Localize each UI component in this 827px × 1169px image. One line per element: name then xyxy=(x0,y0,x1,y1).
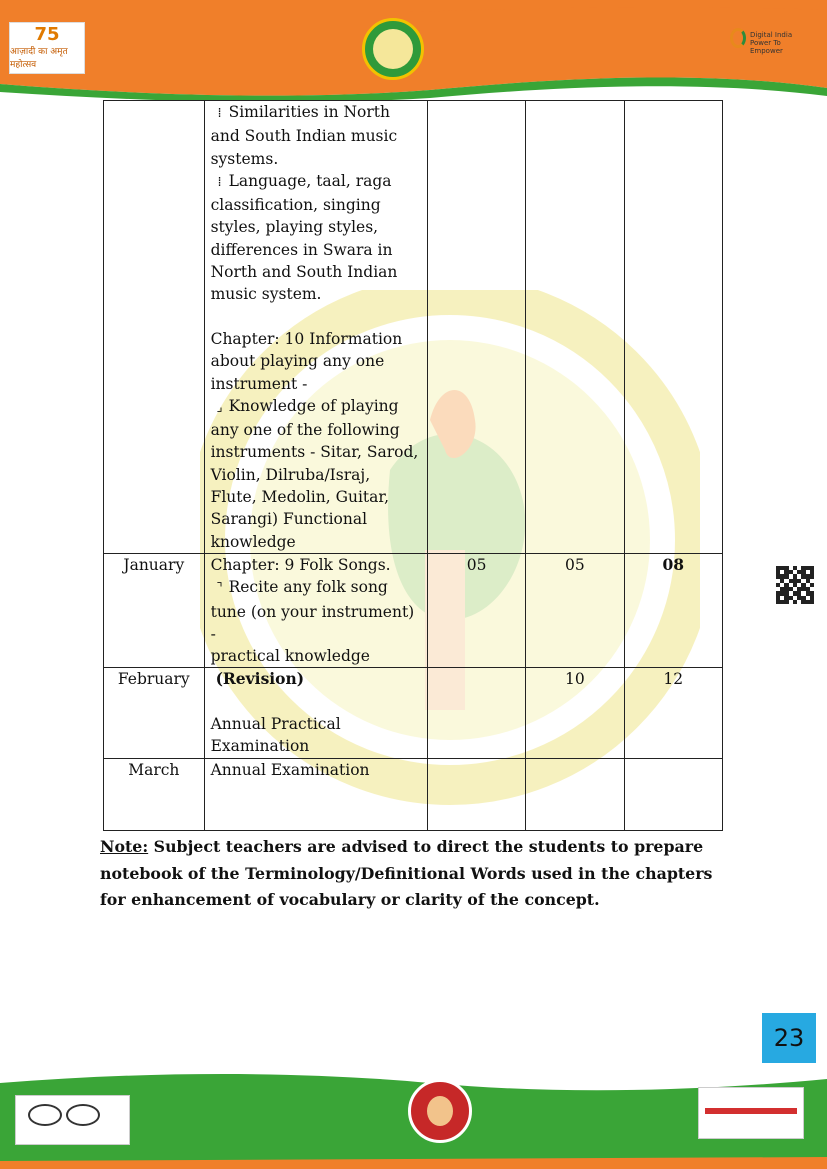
periods-cell xyxy=(427,101,525,554)
content-line: practical knowledge xyxy=(210,647,370,666)
month-march: March xyxy=(104,758,205,830)
logo-azadi-caption: आज़ादी का अमृत महोत्सव xyxy=(10,47,68,70)
page-number: 23 xyxy=(762,1013,816,1063)
right-to-education-logo xyxy=(698,1087,804,1139)
content-line: styles, playing styles, xyxy=(210,218,379,237)
periods-cell: 05 xyxy=(526,553,624,667)
revision-label: (Revision) xyxy=(215,669,305,689)
periods-cell xyxy=(624,758,722,830)
content-line: systems. xyxy=(210,149,279,168)
content-line: Knowledge of playing xyxy=(228,396,399,415)
content-cell: Annual Examination xyxy=(204,758,427,830)
periods-cell: 05 xyxy=(427,553,525,667)
table-row xyxy=(104,101,723,554)
content-line: Chapter: 10 Information xyxy=(210,329,403,348)
content-line: differences in Swara in xyxy=(210,240,393,259)
month-february: February xyxy=(104,668,205,758)
emblem-inner xyxy=(373,29,413,69)
periods-cell: 10 xyxy=(526,668,624,758)
content-line: Chapter: 9 Folk Songs. xyxy=(210,555,391,574)
content-line: Recite any folk song xyxy=(228,578,388,597)
content-line: Sarangi) Functional xyxy=(210,510,368,529)
digital-india-icon xyxy=(730,28,746,48)
content-line: about playing any one xyxy=(210,352,385,371)
content-line: and South Indian music xyxy=(210,127,398,146)
table-row xyxy=(104,668,723,758)
periods-cell xyxy=(427,758,525,830)
table-row xyxy=(104,553,723,667)
content-line: any one of the following xyxy=(210,421,400,440)
syllabus-table xyxy=(103,100,723,831)
digital-india-logo xyxy=(730,26,800,56)
periods-cell xyxy=(526,101,624,554)
note-text: Subject teachers are advised to direct the students to prepare notebook of the Terminology/Definitional Words used in the chapters for enhancement of vocabulary or clarity of the concept. xyxy=(100,837,713,909)
content-line: Language, taal, raga xyxy=(228,171,392,190)
table-row xyxy=(104,758,723,830)
content-line: knowledge xyxy=(210,532,296,551)
content-cell xyxy=(204,553,427,667)
blank-line xyxy=(211,691,421,713)
month-january: January xyxy=(104,553,205,667)
note-paragraph xyxy=(100,834,732,914)
bullet-icon: ⁞ xyxy=(217,174,222,190)
azadi-ka-amrit-mahotsav-logo xyxy=(9,22,85,74)
bullet-icon: ⌟ xyxy=(216,399,223,415)
periods-cell: 08 xyxy=(624,553,722,667)
content-line: Examination xyxy=(210,737,310,756)
periods-cell xyxy=(526,758,624,830)
qr-code-icon[interactable] xyxy=(776,566,814,604)
content-cell xyxy=(204,101,427,554)
logo-75-text: 75 xyxy=(34,24,60,45)
blank-line xyxy=(211,306,421,328)
periods-cell: 12 xyxy=(624,668,722,758)
digital-india-tagline: Power To Empower xyxy=(750,39,783,55)
bullet-icon: ⌝ xyxy=(216,581,223,597)
content-cell xyxy=(204,668,427,758)
swachh-bharat-logo xyxy=(15,1095,130,1145)
note-label: Note: xyxy=(100,837,149,856)
content-line: North and South Indian xyxy=(210,263,398,282)
digital-india-title: Digital India xyxy=(750,31,793,39)
content-line: Annual Practical xyxy=(210,715,341,734)
beti-bachao-logo xyxy=(408,1079,472,1143)
content-line: Similarities in North xyxy=(228,103,391,121)
content-line: classification, singing xyxy=(210,196,381,215)
rte-logo-bar xyxy=(705,1108,797,1114)
periods-cell xyxy=(624,101,722,554)
glasses-icon xyxy=(28,1104,62,1126)
girl-face-icon xyxy=(427,1096,453,1126)
content-line: tune (on your instrument) - xyxy=(210,602,415,643)
content-line: instruments - Sitar, Sarod, xyxy=(210,443,419,462)
bullet-icon: ⁞ xyxy=(217,106,222,121)
school-board-emblem xyxy=(362,18,424,80)
footer-banner xyxy=(0,1065,827,1169)
header-banner xyxy=(0,0,827,100)
content-line: music system. xyxy=(210,285,322,304)
month-cell xyxy=(104,101,205,554)
periods-cell xyxy=(427,668,525,758)
glasses-icon xyxy=(66,1104,100,1126)
content-line: Violin, Dilruba/Israj, xyxy=(210,465,371,484)
content-line: instrument - xyxy=(210,374,308,393)
content-line: Flute, Medolin, Guitar, xyxy=(210,488,390,507)
